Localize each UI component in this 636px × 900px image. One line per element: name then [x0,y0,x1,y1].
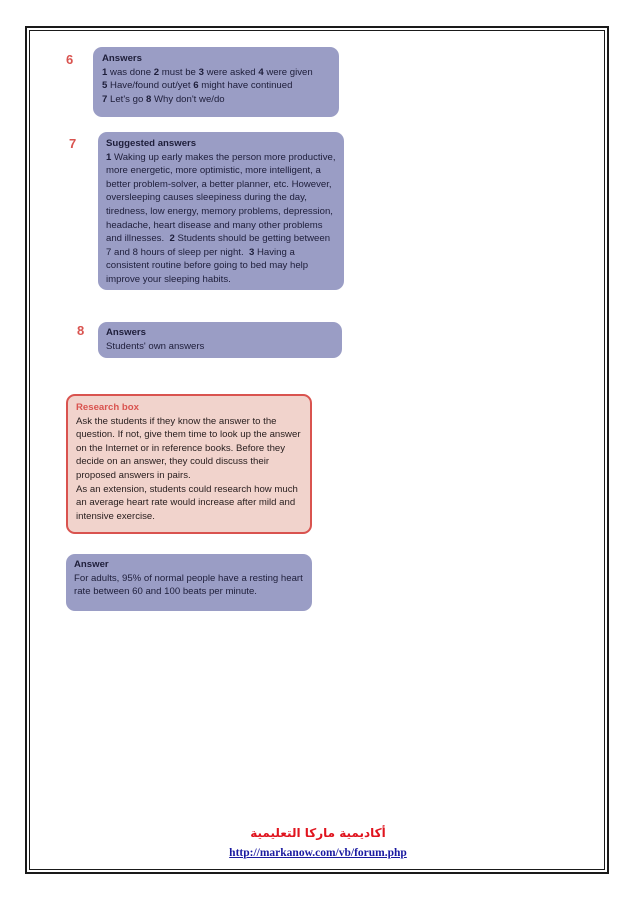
answer-text: must be [159,66,199,78]
section-8-heading: Answers [106,327,146,338]
section-6-line-1 [102,66,330,80]
answer-box-body: For adults, 95% of normal people have a resting heart rate between 60 and 100 beats per minute. [74,572,303,598]
section-8-number: 8 [77,323,85,338]
section-6-line-2 [102,79,330,93]
answer-text: were given [263,66,313,78]
answer-num: 4 [258,66,264,78]
answer-text: Waking up early makes the person more productive, more energetic, more optimistic, more intelligent, a better problem-solver, a better planner, etc. However, oversleeping causes sleepiness during the day, tiredness, low energy, memory problems, depression, headache, heart disease and many other problems and illnesses. [106,151,336,245]
section-7-heading: Suggested answers [106,138,197,149]
research-box-body: Ask the students if they know the answer to the question. If not, give them time to look up the answer on the Internet or in reference books. Before they decide on an answer, they could discuss their proposed answers in pairs. [76,415,301,481]
section-8-body: Students' own answers [106,340,205,352]
answer-num: 5 [102,80,108,92]
answer-text: might have continued [198,80,293,92]
answer-num: 1 [102,66,108,78]
heart-rate-answer-box [66,554,312,611]
section-6-heading: Answers [102,53,142,64]
research-box-extension: As an extension, students could research how much an average heart rate would increase after mild and intensive exercise. [76,483,298,522]
answer-num: 7 [102,93,108,105]
answer-num: 2 [169,233,175,245]
answer-text: Have/found out/yet [107,80,194,92]
answer-text: were asked [203,66,259,78]
answer-text: was done [107,66,154,78]
answer-num: 3 [198,66,204,78]
section-7-suggested-answers-box [98,132,344,290]
research-box [66,394,312,534]
answer-num: 2 [153,66,160,78]
answer-text: Let's go [107,93,146,105]
answer-text: Students should be getting between 7 and 8 hours of sleep per night. [106,233,331,258]
answer-num: 8 [145,93,152,105]
answer-text: Why don't we/do [151,93,225,105]
section-6-line-3 [102,93,330,107]
footer-forum-link[interactable]: http://markanow.com/vb/forum.php [229,847,407,859]
answer-text: Having a consistent routine before going to bed may help improve your sleeping habits. [106,246,309,285]
section-8-answers-box [98,322,342,358]
section-7-number: 7 [69,136,77,151]
footer-academy-name: أكاديمية ماركا التعليمية [250,826,386,840]
section-7-body [106,151,336,287]
answer-num: 6 [193,80,199,92]
section-6-number: 6 [66,52,74,67]
answer-num: 3 [248,246,255,258]
section-6-answers-box [93,47,339,117]
answer-num: 1 [106,151,112,163]
answer-box-heading: Answer [74,559,109,570]
research-box-heading: Research box [76,402,139,413]
